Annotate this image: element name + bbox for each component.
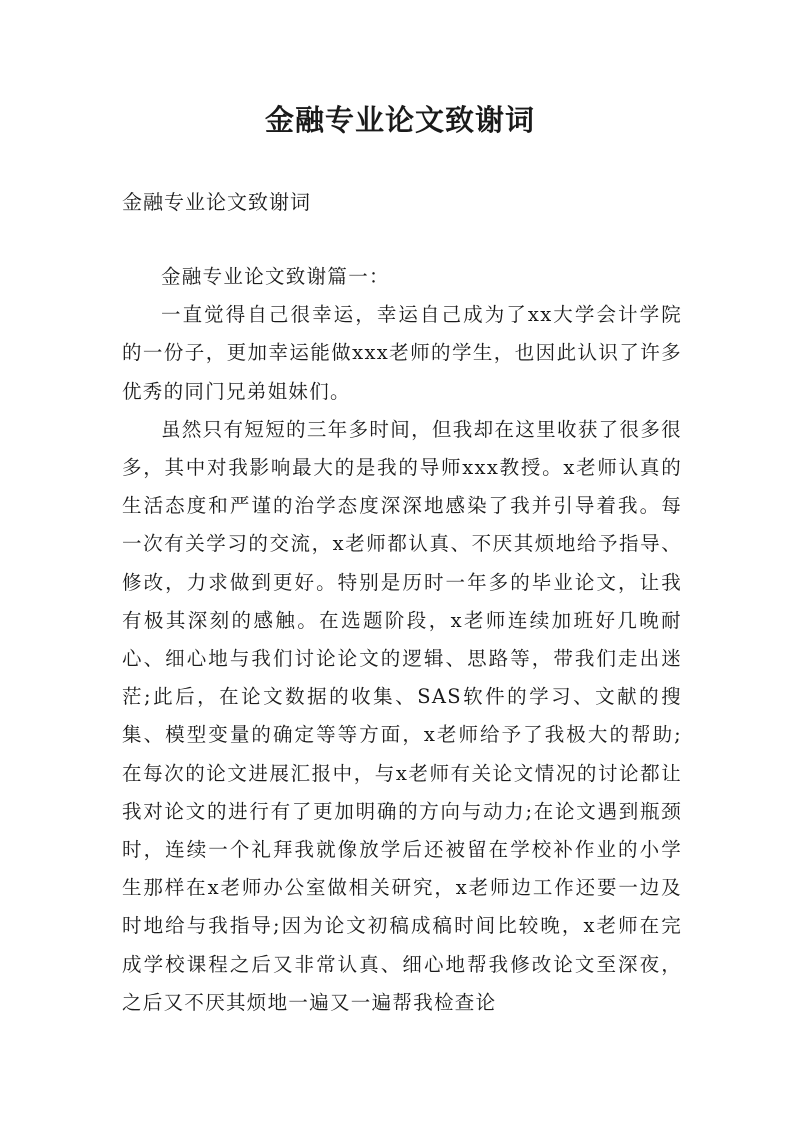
paragraph-1: 一直觉得自己很幸运，幸运自己成为了xx大学会计学院的一份子，更加幸运能做xxx老师的学生，也因此认识了许多优秀的同门兄弟姐妹们。 <box>122 303 682 403</box>
section-heading: 金融专业论文致谢篇一： <box>161 265 390 288</box>
document-body <box>122 258 682 1022</box>
document-title: 金融专业论文致谢词 <box>264 103 535 137</box>
document-subtitle: 金融专业论文致谢词 <box>122 190 311 214</box>
paragraph-2: 虽然只有短短的三年多时间，但我却在这里收获了很多很多，其中对我影响最大的是我的导师xxx教授。x老师认真的生活态度和严谨的治学态度深深地感染了我并引导着我。每一次有关学习的交流，x老师都认真、不厌其烦地给予指导、修改，力求做到更好。特别是历时一年多的毕业论文，让我有极其深刻的感触。在选题阶段，x老师连续加班好几晚耐心、细心地与我们讨论论文的逻辑、思路等，带我们走出迷茫;此后，在论文数据的收集、SAS软件的学习、文献的搜集、模型变量的确定等等方面，x老师给予了我极大的帮助;在每次的论文进展汇报中，与x老师有关论文情况的讨论都让我对论文的进行有了更加明确的方向与动力;在论文遇到瓶颈时，连续一个礼拜我就像放学后还被留在学校补作业的小学生那样在x老师办公室做相关研究，x老师边工作还要一边及时地给与我指导;因为论文初稿成稿时间比较晚，x老师在完成学校课程之后又非常认真、细心地帮我修改论文至深夜，之后又不厌其烦地一遍又一遍帮我检查论 <box>122 417 682 1014</box>
